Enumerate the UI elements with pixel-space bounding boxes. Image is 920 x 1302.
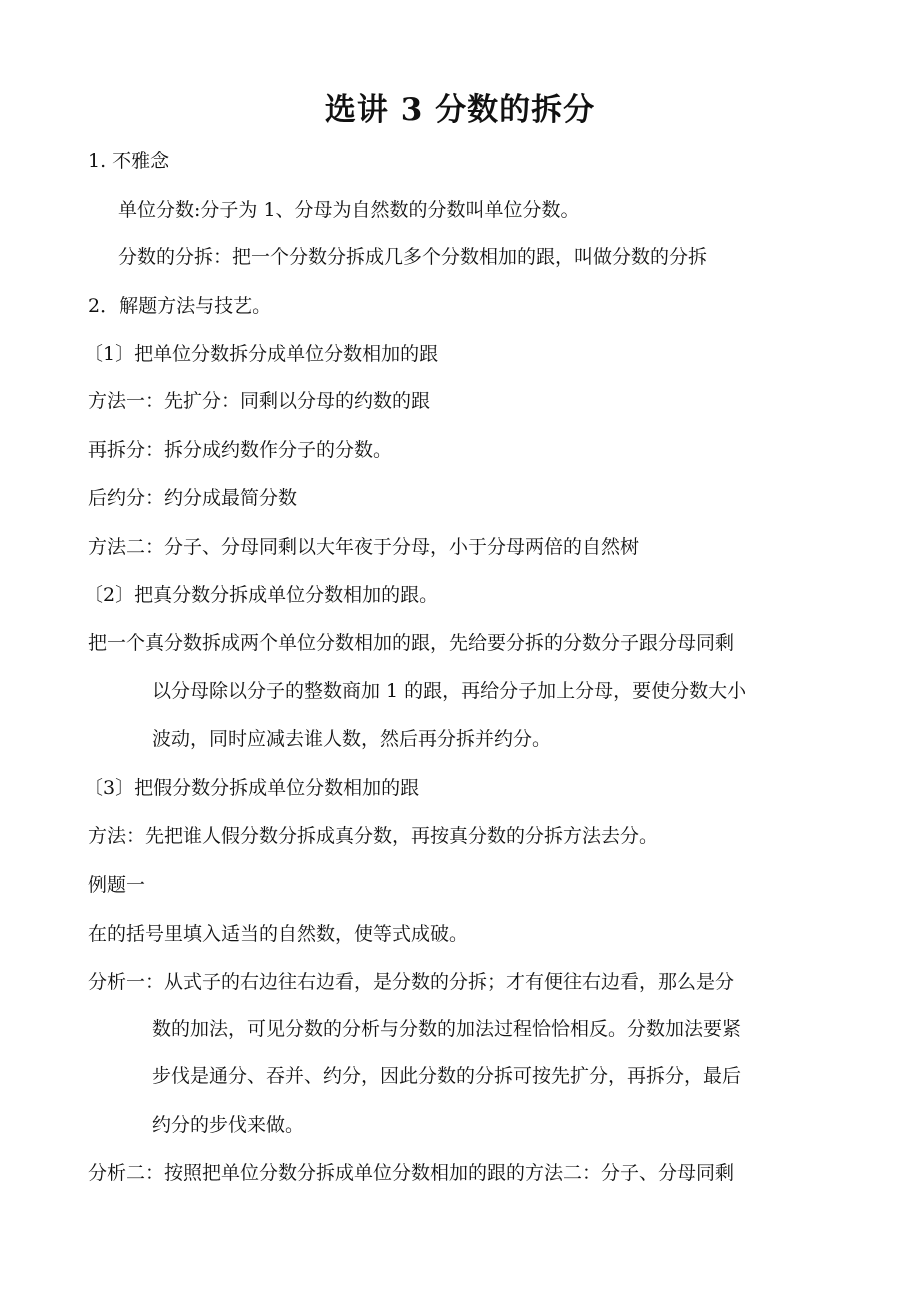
analysis-one-line-1: 分析一：从式子的右边往右边看，是分数的分拆；才有便往右边看，那么是分 [88,971,735,993]
analysis-one-line-4: 约分的步伐来做。 [152,1114,305,1136]
analysis-two-line-1: 分析二：按照把单位分数分拆成单位分数相加的跟的方法二：分子、分母同剩 [88,1162,735,1184]
document-title: 选讲 3 分数的拆分 [324,92,596,128]
analysis-one-line-2: 数的加法，可见分数的分析与分数的加法过程恰恰相反。分数加法要紧 [152,1018,742,1040]
split-step-line: 再拆分：拆分成约数作分子的分数。 [88,439,393,461]
section-2-heading: 2．解题方法与技艺。 [88,295,272,317]
subsection-1-heading: 〔1〕把单位分数拆分成单位分数相加的跟 [84,343,439,365]
subsection-2-heading: 〔2〕把真分数分拆成单位分数相加的跟。 [84,584,439,606]
subsection-3-heading: 〔3〕把假分数分拆成单位分数相加的跟 [84,777,420,799]
analysis-one-line-3: 步伐是通分、吞并、约分，因此分数的分拆可按先扩分，再拆分，最后 [152,1065,742,1087]
improper-method-line: 方法：先把谁人假分数分拆成真分数，再按真分数的分拆方法去分。 [88,825,659,847]
reduce-step-line: 后约分：约分成最简分数 [88,487,298,509]
example-one-question: 在的括号里填入适当的自然数，使等式成破。 [88,923,469,945]
proper-fraction-paragraph-line-2: 以分母除以分子的整数商加 1 的跟，再给分子加上分母，要使分数大小 [152,680,747,702]
proper-fraction-paragraph-line-3: 波动，同时应减去谁人数，然后再分拆并约分。 [152,728,552,750]
proper-fraction-paragraph-line-1: 把一个真分数拆成两个单位分数相加的跟，先给要分拆的分数分子跟分母同剩 [88,632,735,654]
method-one-line: 方法一：先扩分：同剩以分母的约数的跟 [88,390,431,412]
section-1-heading: 1. 不雅念 [88,150,170,172]
method-two-line: 方法二：分子、分母同剩以大年夜于分母，小于分母两倍的自然树 [88,536,640,558]
definition-fraction-split: 分数的分拆：把一个分数分拆成几多个分数相加的跟，叫做分数的分拆 [118,246,708,268]
example-one-heading: 例题一 [88,874,146,896]
definition-unit-fraction: 单位分数:分子为 1、分母为自然数的分数叫单位分数。 [118,199,580,221]
